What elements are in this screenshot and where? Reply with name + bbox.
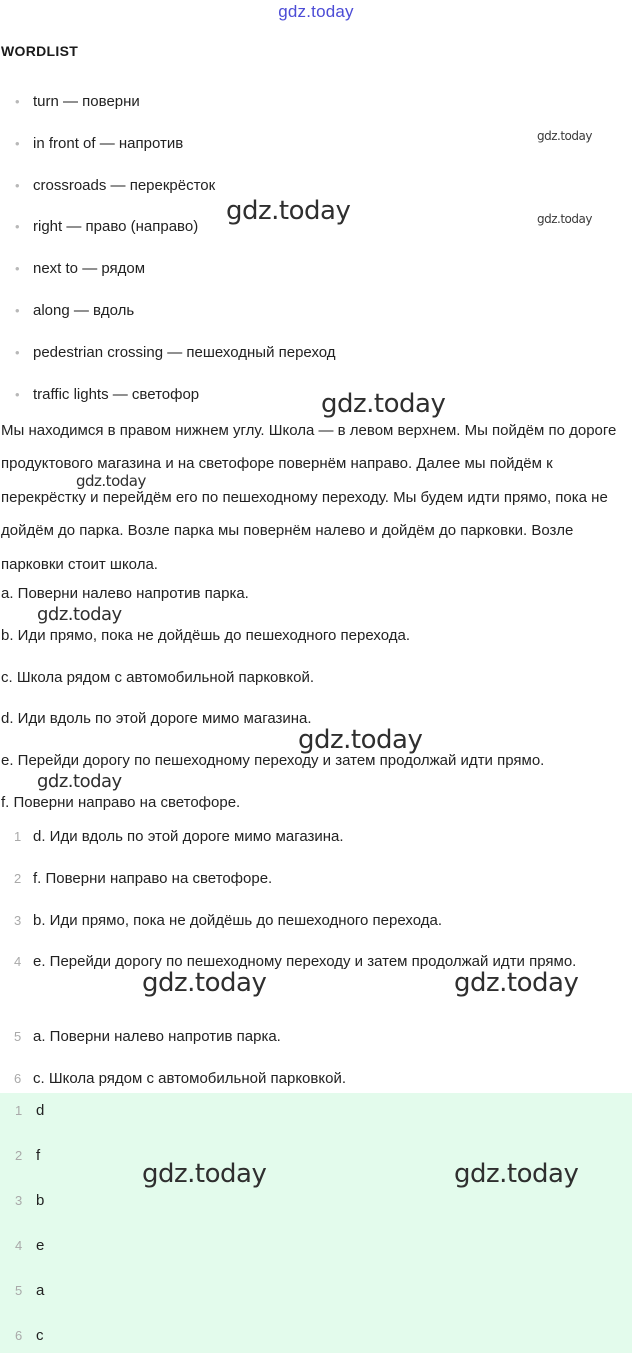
watermark: gdz.today [76, 472, 146, 490]
bullet-icon: • [15, 94, 20, 109]
answer-item [15, 1322, 44, 1367]
answer-letter: f [36, 1147, 41, 1164]
bullet-icon: • [15, 135, 20, 151]
item-number: 6 [14, 1071, 22, 1087]
ordered-text: d. Иди вдоль по этой дороге мимо магазина. [33, 828, 344, 845]
wordlist-entry: in front of — напротив [33, 134, 184, 152]
wordlist-entry: pedestrian crossing — пешеходный переход [33, 343, 336, 361]
ordered-item [14, 904, 624, 946]
bullet-icon: • [15, 386, 20, 402]
watermark: gdz.today [454, 1159, 579, 1189]
item-number: 5 [15, 1283, 23, 1298]
watermark: gdz.today [142, 968, 267, 998]
ordered-item [14, 862, 624, 904]
ordered-text: e. Перейди дорогу по пешеходному переходу и затем продолжай идти прямо. [33, 953, 577, 971]
bullet-icon: • [15, 261, 20, 277]
item-number: 2 [14, 870, 22, 886]
bullet-icon: • [15, 177, 20, 193]
watermark: gdz.today [142, 1159, 267, 1189]
item-number: 5 [14, 1029, 22, 1045]
item-number: 1 [15, 1103, 23, 1118]
wordlist-entry: turn — поверни [33, 93, 140, 110]
list-item [15, 299, 336, 341]
list-item [15, 132, 336, 174]
answer-letter: e [36, 1237, 45, 1254]
item-number: 3 [15, 1193, 23, 1208]
watermark: gdz.today [537, 129, 592, 143]
list-item [15, 257, 336, 299]
watermark: gdz.today [454, 968, 579, 998]
list-item [15, 341, 336, 383]
ordered-text: b. Иди прямо, пока не дойдёшь до пешеходного перехода. [33, 911, 442, 929]
answer-letter: c [36, 1327, 44, 1344]
watermark: gdz.today [226, 196, 351, 226]
ordered-text: c. Школа рядом с автомобильной парковкой. [33, 1070, 346, 1088]
intro-paragraph: Мы находимся в правом нижнем углу. Школа — в левом верхнем. Мы пойдём по дороге продуктового магазина и на светофоре повернём направо. Далее мы пойдём к перекрёстку и перейдём его по пешеходному переходу. Мы будем идти прямо, пока не дойдём до парка. Возле парка мы повернём налево и дойдём до парковки. Возле парковки стоит школа. [1, 422, 617, 573]
wordlist-title: WORDLIST [1, 43, 79, 59]
ordered-sentences [14, 820, 624, 1104]
wordlist-entry: traffic lights — светофор [33, 385, 200, 403]
watermark: gdz.today [321, 389, 446, 419]
watermark: gdz.today [37, 771, 122, 792]
answer-item [15, 1097, 44, 1142]
wordlist-entry: along — вдоль [33, 301, 135, 319]
site-logo[interactable]: gdz.today [278, 2, 354, 21]
item-number: 4 [14, 954, 22, 970]
item-number: 1 [14, 829, 22, 844]
ordered-text: f. Поверни направо на светофоре. [33, 869, 273, 887]
answer-letter: a [36, 1282, 45, 1299]
item-number: 3 [14, 912, 22, 928]
watermark: gdz.today [37, 604, 122, 625]
answer-item [15, 1277, 44, 1322]
sentence-item: c. Школа рядом с автомобильной парковкой. [1, 668, 314, 686]
ordered-item [14, 820, 624, 862]
ordered-text: a. Поверни налево напротив парка. [33, 1028, 281, 1046]
watermark: gdz.today [537, 212, 592, 226]
answer-list [15, 1097, 44, 1367]
wordlist-entry: next to — рядом [33, 260, 146, 278]
bullet-icon: • [15, 344, 20, 360]
answer-letter: d [36, 1102, 45, 1119]
answer-item [15, 1142, 44, 1187]
item-number: 2 [15, 1148, 23, 1163]
sentence-item: e. Перейди дорогу по пешеходному переходу и затем продолжай идти прямо. [1, 752, 545, 770]
wordlist-entry: crossroads — перекрёсток [33, 176, 216, 194]
watermark: gdz.today [298, 725, 423, 755]
sentence-item: d. Иди вдоль по этой дороге мимо магазина. [1, 710, 312, 728]
item-number: 6 [15, 1328, 23, 1343]
item-number: 4 [15, 1238, 23, 1253]
answer-letter: b [36, 1192, 45, 1209]
answer-item [15, 1187, 44, 1232]
sentence-item: b. Иди прямо, пока не дойдёшь до пешеходного перехода. [1, 626, 410, 644]
list-item [15, 90, 336, 132]
ordered-item [14, 1020, 624, 1062]
answer-item [15, 1232, 44, 1277]
sentence-item: f. Поверни направо на светофоре. [1, 793, 241, 811]
wordlist-entry: right — право (направо) [33, 218, 199, 236]
wordlist [15, 90, 336, 424]
sentence-item: a. Поверни налево напротив парка. [1, 585, 249, 602]
bullet-icon: • [15, 302, 20, 318]
bullet-icon: • [15, 219, 20, 235]
answer-box [0, 1093, 632, 1353]
